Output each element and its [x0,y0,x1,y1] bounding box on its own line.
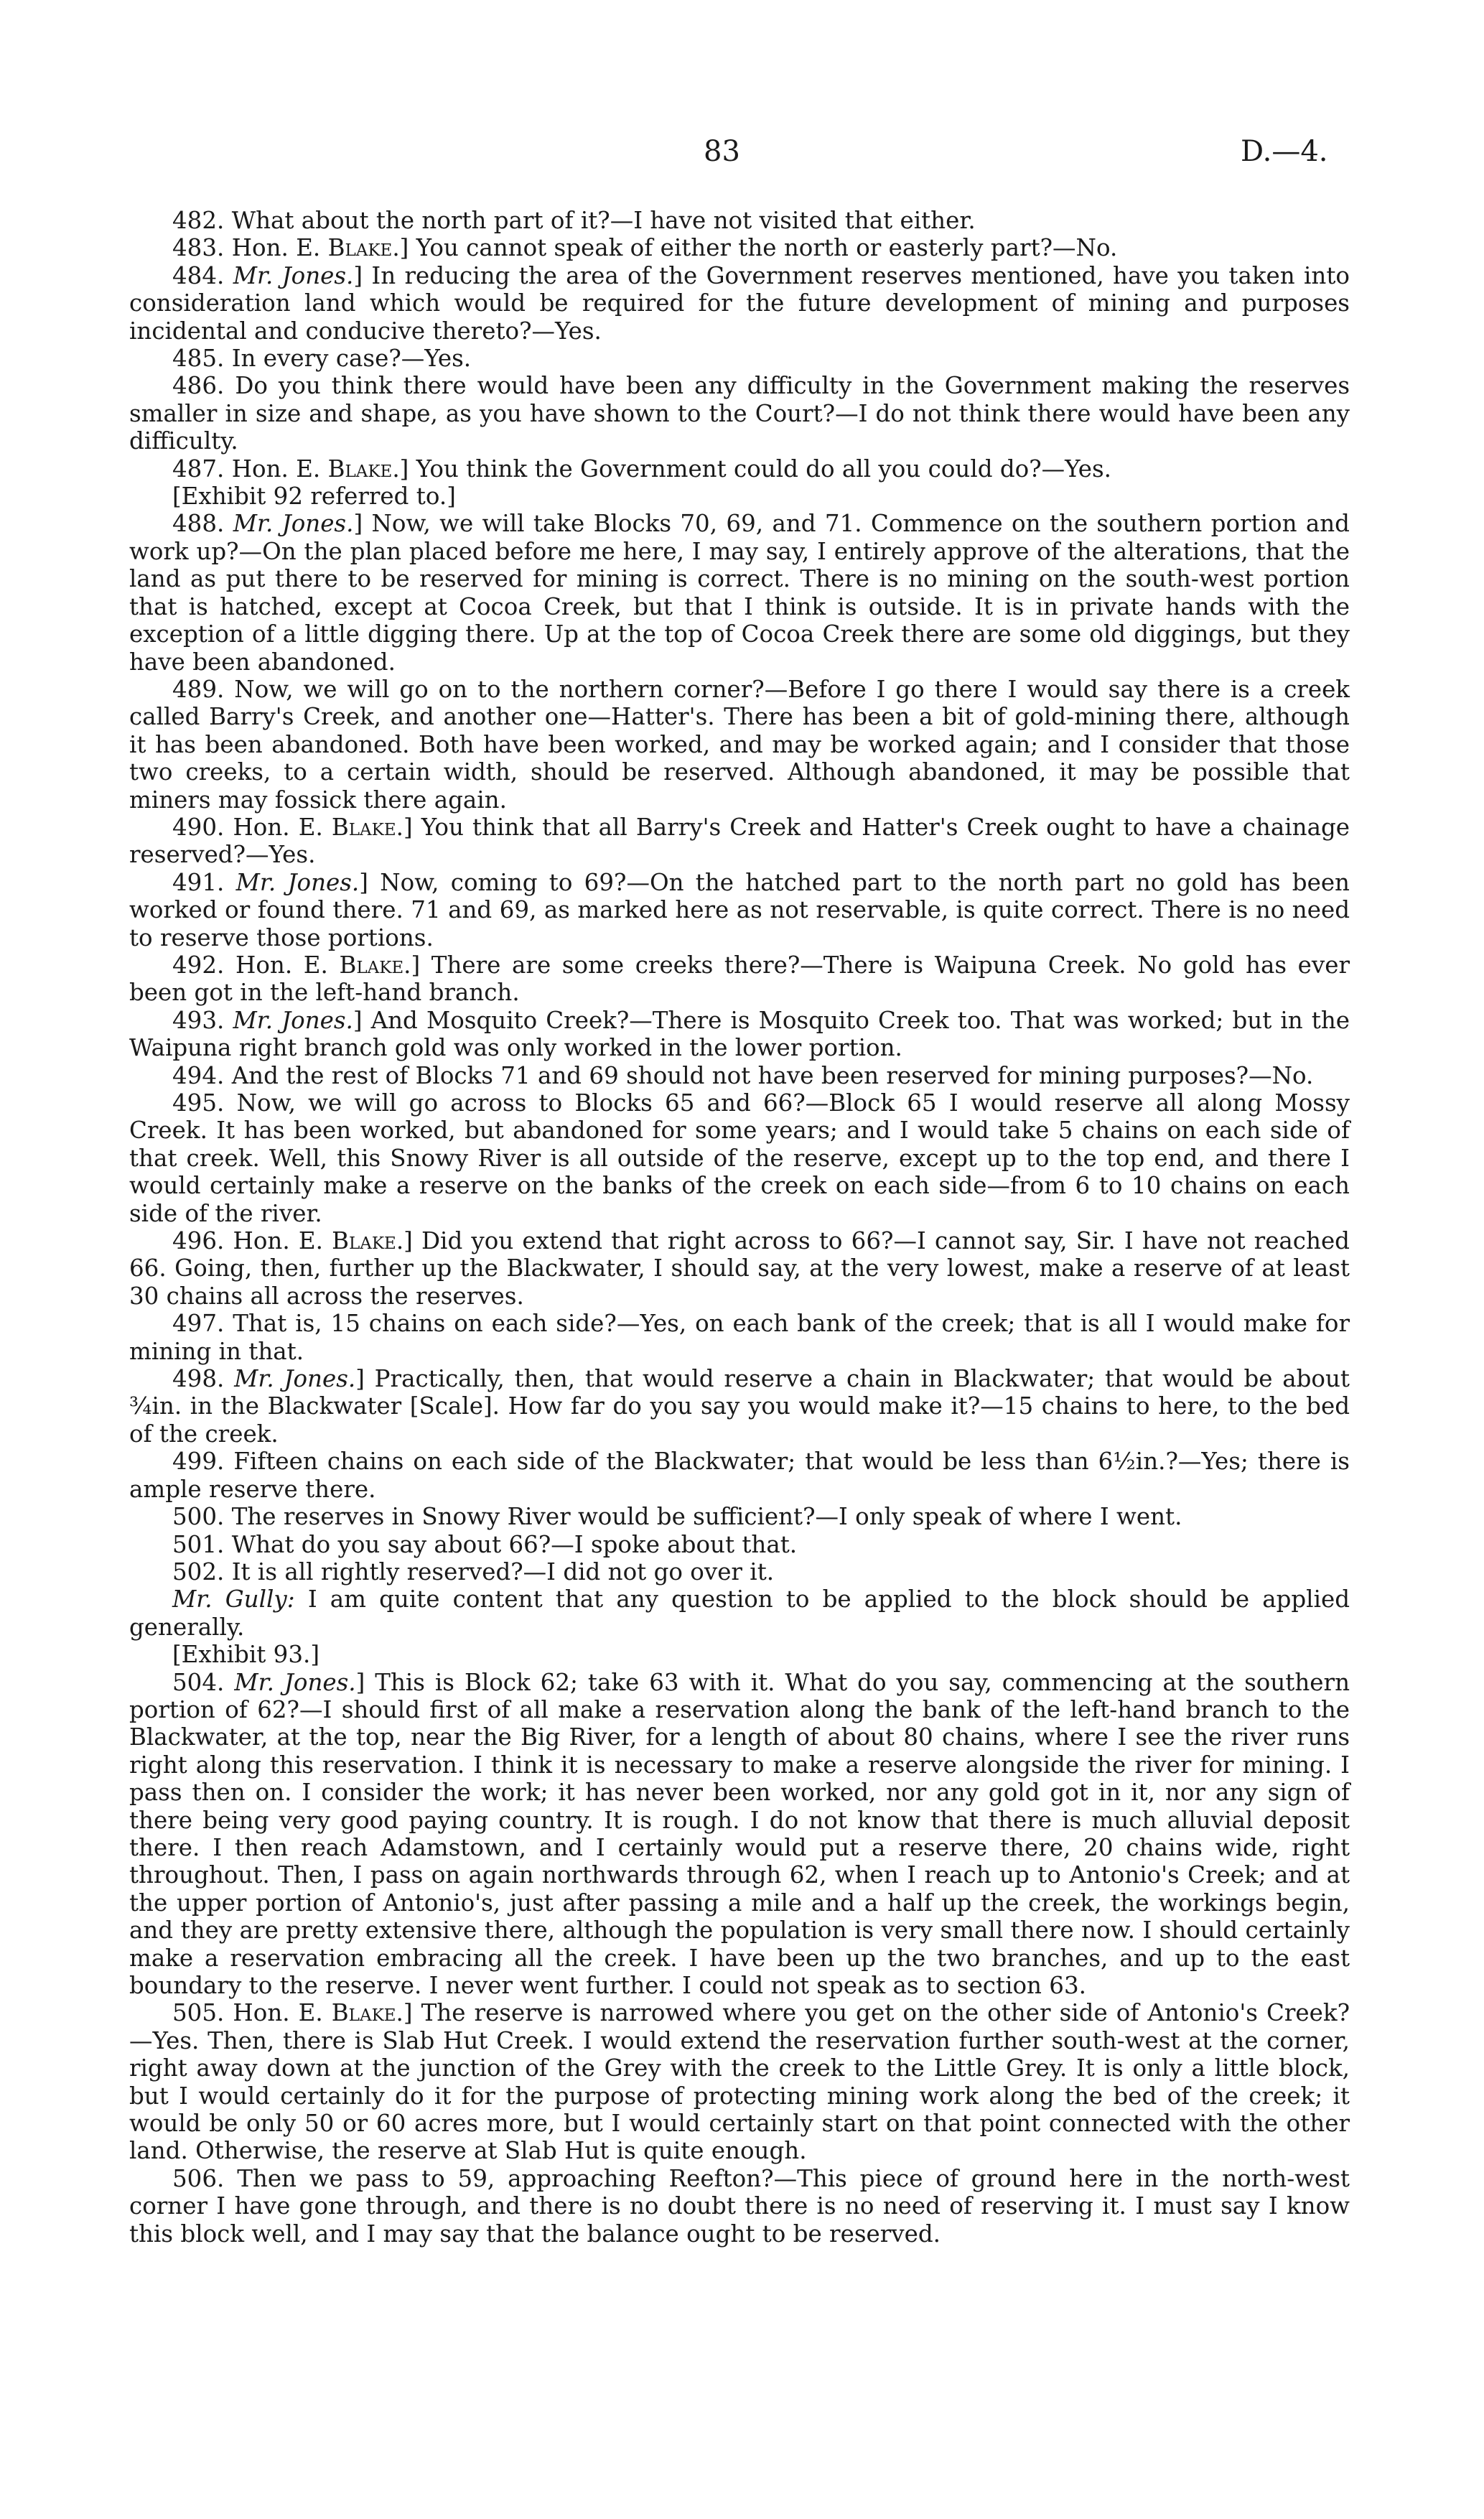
paragraph-498: 498. Mr. Jones.] Practically, then, that would reserve a chain in Blackwater; that would be about ¾in. in the Blackwater [Scale]. How far do you say you would make it?—15 chains to here, to the bed of the creek. [129,1365,1350,1448]
speaker-name: Mr. Jones. [233,510,354,538]
paragraph-490: 490. Hon. E. Blake.] You think that all Barry's Creek and Hatter's Creek ought to have a chainage reserved?—Yes. [129,813,1350,869]
paragraph-488: 488. Mr. Jones.] Now, we will take Blocks 70, 69, and 71. Commence on the southern portion and work up?—On the plan placed before me here, I may say, I entirely approve of the alterations, that the land as put there to be reserved for mining is correct. There is no mining on the south-west portion that is hatched, except at Cocoa Creek, but that I think is outside. It is in private hands with the exception of a little digging there. Up at the top of Cocoa Creek there are some old diggings, but they have been abandoned. [129,510,1350,676]
paragraph-484: 484. Mr. Jones.] In reducing the area of the Government reserves mentioned, have you taken into consideration land which would be required for the future development of mining and purposes incidental and conducive thereto?—Yes. [129,261,1350,345]
speaker-name: Blake. [327,455,400,483]
paragraph-482: 482. What about the north part of it?—I have not visited that either. [172,207,976,234]
paragraph-485: 485. In every case?—Yes. [172,345,472,373]
exhibit-note: [Exhibit 92 referred to.] [172,483,456,511]
paragraph-501: 501. What do you say about 66?—I spoke about that. [172,1530,798,1558]
paragraph-497: 497. That is, 15 chains on each side?—Yes, on each bank of the creek; that is all I would make for mining in that. [129,1310,1350,1365]
speaker-name: Mr. Jones. [233,261,354,289]
paragraph-489: 489. Now, we will go on to the northern corner?—Before I go there I would say there is a creek called Barry's Creek, and another one—Hatter's. There has been a bit of gold-mining there, although it has been abandoned. Both have been worked, and may be worked again; and I consider that those two creeks, to a certain width, should be reserved. Although abandoned, it may be possible that miners may fossick there again. [129,675,1350,814]
paragraph-492: 492. Hon. E. Blake.] There are some creeks there?—There is Waipuna Creek. No gold has ever been got in the left-hand branch. [129,951,1350,1007]
speaker-name: Mr. Jones. [235,868,360,896]
speaker-name: Mr. Gully: [172,1586,295,1614]
speaker-name: Blake. [327,234,400,262]
page-number: 83 [704,135,740,168]
paragraph-483: 483. Hon. E. Blake.] You cannot speak of either the north or easterly part?—No. [172,234,1118,262]
speaker-name: Blake. [331,1999,403,2027]
speaker-name: Mr. Jones. [233,1006,353,1034]
paragraph-495: 495. Now, we will go across to Blocks 65 and 66?—Block 65 I would reserve all along Mossy Creek. It has been worked, but abandoned for some years; and I would take 5 chains on each side of that creek. Well, this Snowy River is all outside of the reserve, except up to the top end, and there I would certainly make a reserve on the banks of the creek on each side—from 6 to 10 chains on each side of the river. [129,1089,1350,1227]
paragraph-500: 500. The reserves in Snowy River would be sufficient?—I only speak of where I went. [172,1503,1182,1531]
paragraph-493: 493. Mr. Jones.] And Mosquito Creek?—There is Mosquito Creek too. That was worked; but in the Waipuna right branch gold was only worked in the lower portion. [129,1006,1350,1062]
speaker-name: Blake. [332,1227,404,1255]
paragraph-487: 487. Hon. E. Blake.] You think the Government could do all you could do?—Yes. [172,455,1112,483]
document-reference: D.—4. [1241,135,1328,168]
speaker-name: Blake. [339,951,411,979]
paragraph-499: 499. Fifteen chains on each side of the Blackwater; that would be less than 6½in.?—Yes; there is ample reserve there. [129,1448,1350,1503]
paragraph-506: 506. Then we pass to 59, approaching Reefton?—This piece of ground here in the north-west corner I have gone through, and there is no doubt there is no need of reserving it. I must say I know this block well, and I may say that the balance ought to be reserved. [129,2164,1350,2248]
exhibit-note: [Exhibit 93.] [172,1641,320,1669]
testimony-body [129,207,1350,2248]
paragraph-491: 491. Mr. Jones.] Now, coming to 69?—On the hatched part to the north part no gold has been worked or found there. 71 and 69, as marked here as not reservable, is quite correct. There is no need to reserve those portions. [129,868,1350,951]
paragraph-gully: Mr. Gully: I am quite content that any question to be applied to the block should be applied generally. [129,1586,1350,1641]
speaker-name: Blake. [331,813,403,841]
paragraph-505: 505. Hon. E. Blake.] The reserve is narrowed where you get on the other side of Antonio's Creek?—Yes. Then, there is Slab Hut Creek. I would extend the reservation further south-west at the corner, right away down at the junction of the Grey with the creek to the Little Grey. It is only a little block, but I would certainly do it for the purpose of protecting mining work along the bed of the creek; it would be only 50 or 60 acres more, but I would certainly start on that point connected with the other land. Otherwise, the reserve at Slab Hut is quite enough. [129,1999,1350,2165]
paragraph-486: 486. Do you think there would have been any difficulty in the Government making the reserves smaller in size and shape, as you have shown to the Court?—I do not think there would have been any difficulty. [129,372,1350,455]
page-header [0,135,1484,178]
speaker-name: Mr. Jones. [234,1365,356,1393]
paragraph-502: 502. It is all rightly reserved?—I did not go over it. [172,1558,775,1586]
paragraph-494: 494. And the rest of Blocks 71 and 69 should not have been reserved for mining purposes?—No. [172,1061,1314,1089]
paragraph-496: 496. Hon. E. Blake.] Did you extend that right across to 66?—I cannot say, Sir. I have not reached 66. Going, then, further up the Blackwater, I should say, at the very lowest, make a reserve of at least 30 chains all across the reserves. [129,1227,1350,1310]
paragraph-504: 504. Mr. Jones.] This is Block 62; take 63 with it. What do you say, commencing at the southern portion of 62?—I should first of all make a reservation along the bank of the left-hand branch to the Blackwater, at the top, near the Big River, for a length of about 80 chains, where I see the river runs right along this reservation. I think it is necessary to make a reserve alongside the river for mining. I pass then on. I consider the work; it has never been worked, nor any gold got in it, nor any sign of there being very good paying country. It is rough. I do not know that there is much alluvial deposit there. I then reach Adamstown, and I certainly would put a reserve there, 20 chains wide, right throughout. Then, I pass on again northwards through 62, when I reach up to Antonio's Creek; and at the upper portion of Antonio's, just after passing a mile and a half up the creek, the workings begin, and they are pretty extensive there, although the population is very small there now. I should certainly make a reservation embracing all the creek. I have been up the two branches, and up to the east boundary to the reserve. I never went further. I could not speak as to section 63. [129,1668,1350,1999]
speaker-name: Mr. Jones. [234,1668,356,1696]
